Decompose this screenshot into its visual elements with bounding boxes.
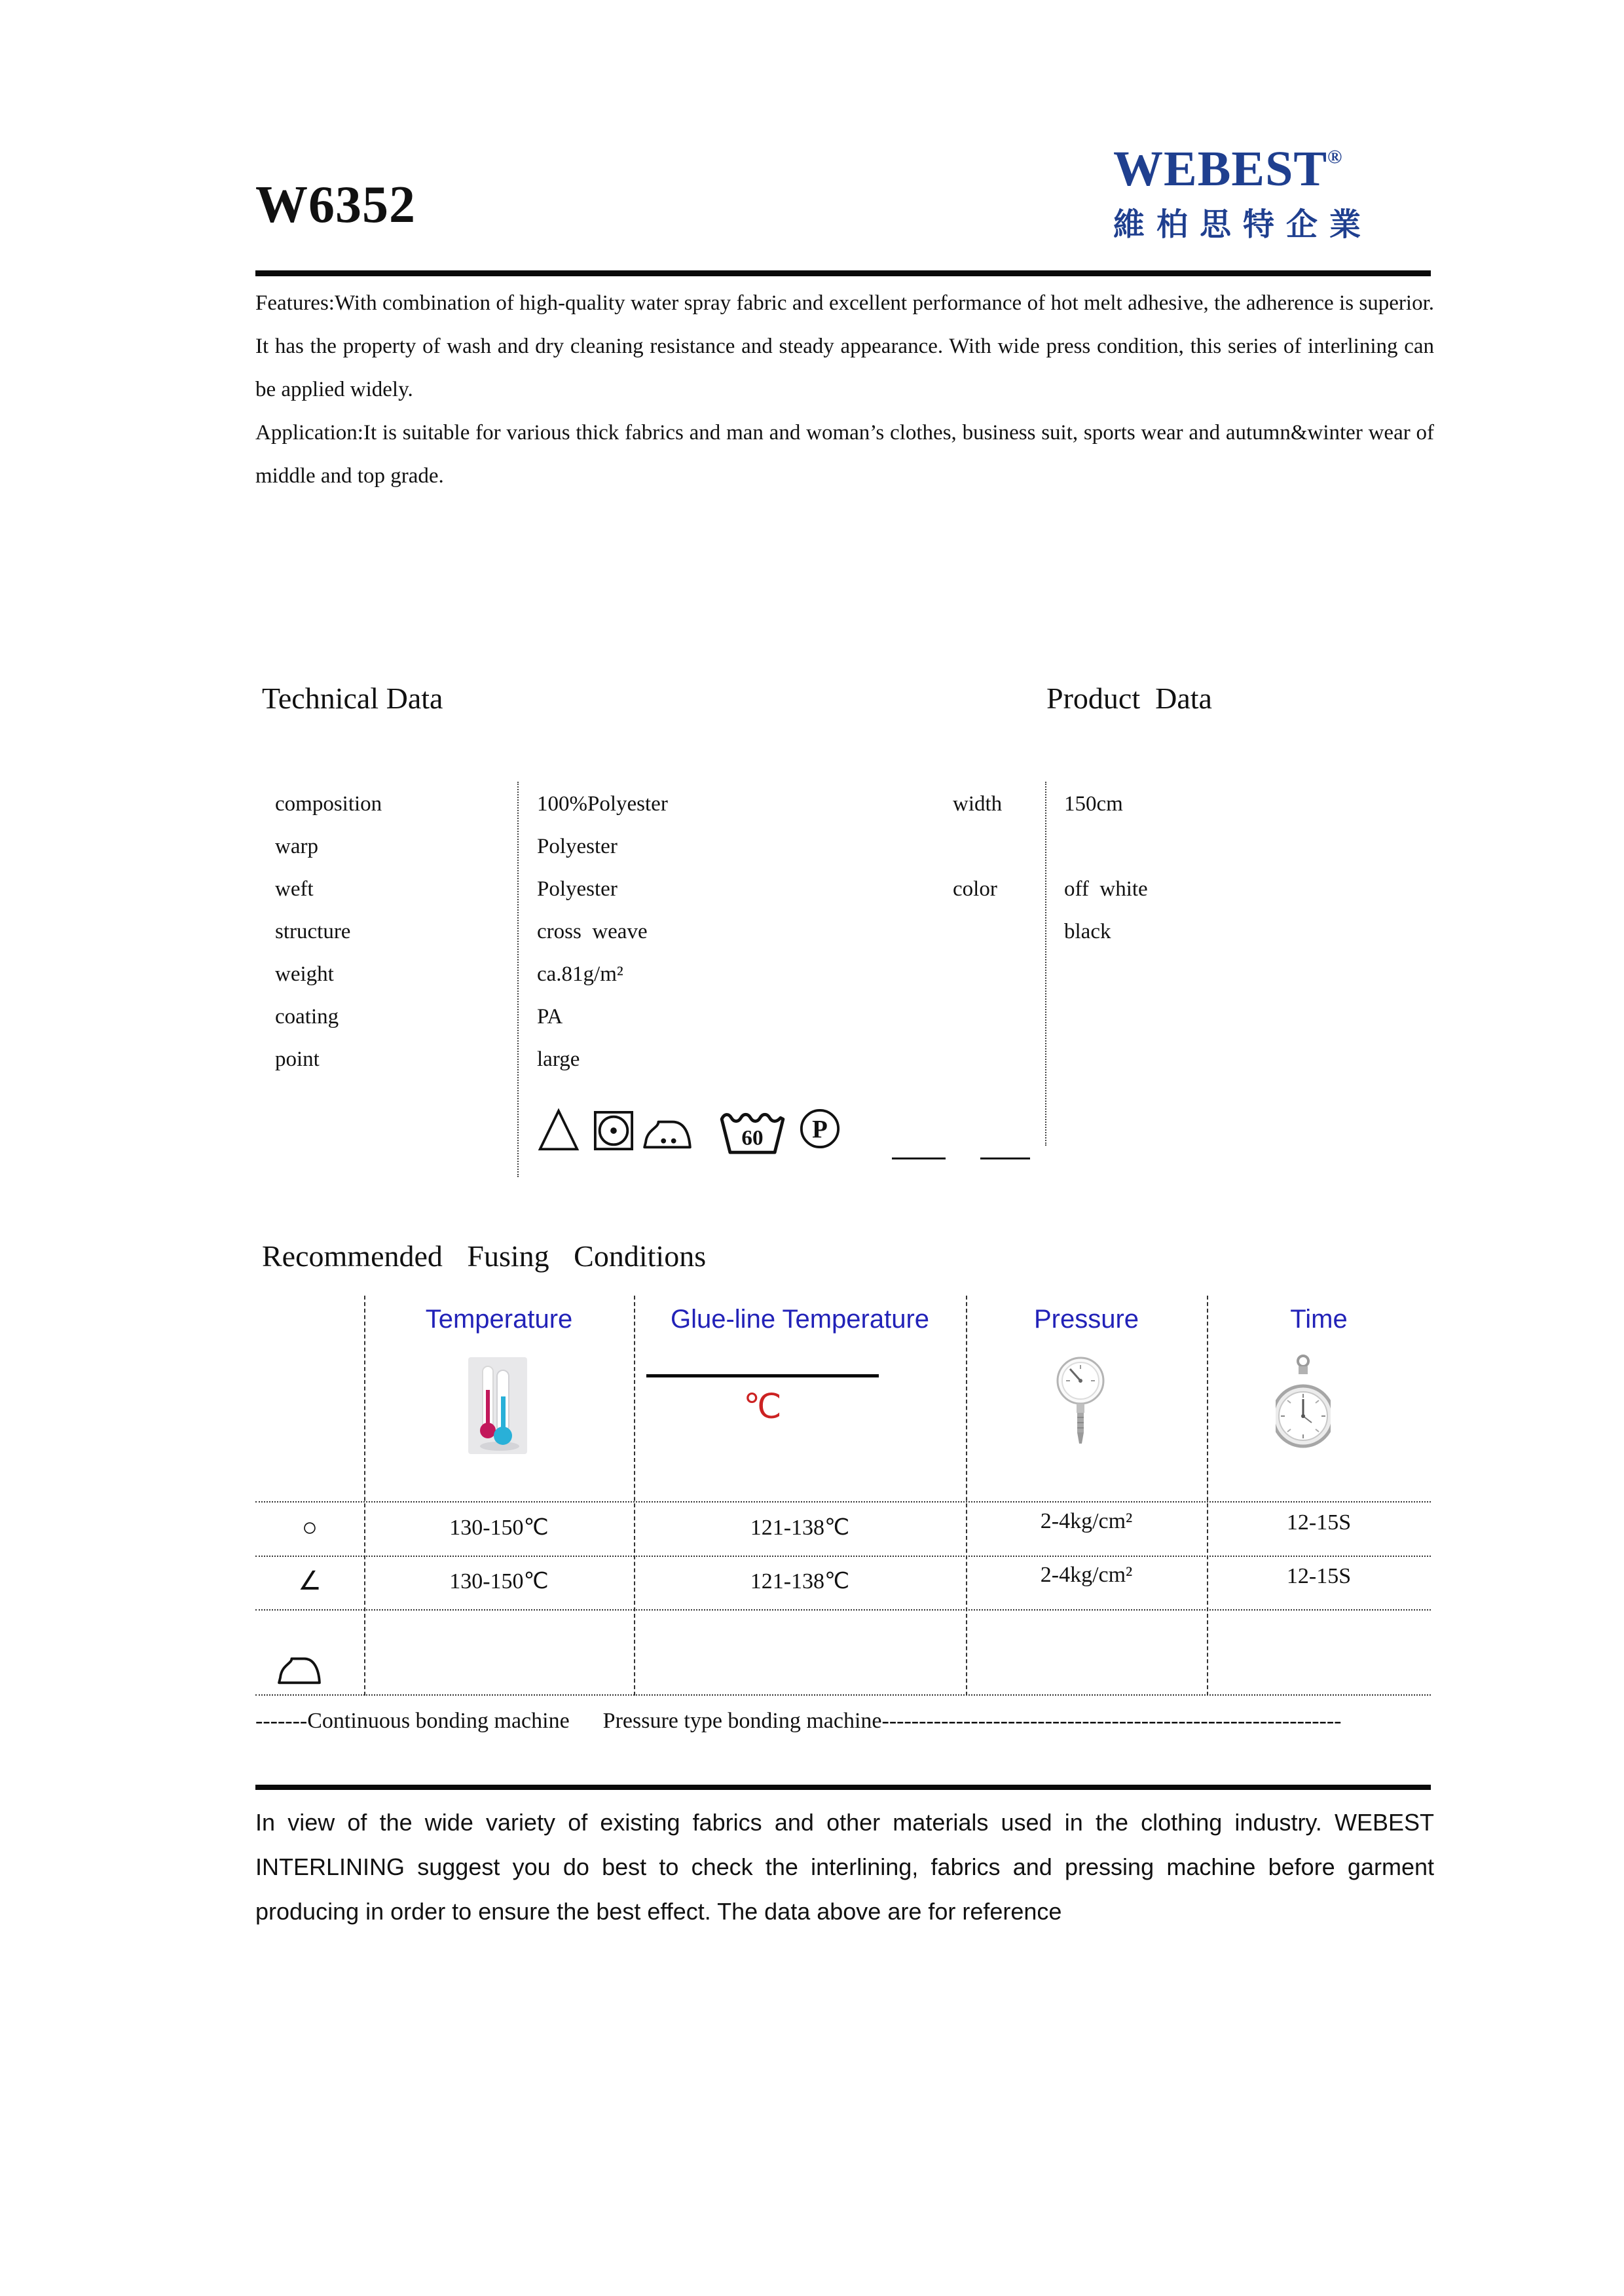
spec-label: structure (275, 920, 351, 943)
fusing-conditions-heading: Recommended Fusing Conditions (262, 1239, 707, 1273)
dry-clean-p-icon (799, 1108, 841, 1153)
brand-chinese-name: 維柏思特企業 (1113, 208, 1373, 242)
technical-data-heading: Technical Data (262, 682, 443, 715)
spec-label: width (953, 792, 1003, 816)
wash-temperature-label: 60 (741, 1125, 764, 1150)
footer-divider (255, 1785, 1431, 1790)
spec-label: weight (275, 962, 334, 986)
table-divider (255, 1556, 1431, 1557)
tumble-dry-icon (593, 1110, 634, 1154)
glue-line-blank-rule (646, 1374, 879, 1377)
column-header-pressure: Pressure (1033, 1305, 1139, 1334)
dry-clean-letter: P (812, 1115, 828, 1144)
spec-label: warp (275, 835, 318, 858)
table-divider (364, 1296, 365, 1696)
iron-machine-icon (275, 1651, 323, 1691)
row-symbol-angle: ∠ (298, 1566, 322, 1595)
application-text: Application:It is suitable for various thick fabrics and man and woman’s clothes, business suit, sports wear and autumn&winter wear of middle and top grade. (255, 421, 1434, 488)
spec-label: point (275, 1048, 320, 1071)
header-divider (255, 270, 1431, 276)
blank-line-icon (892, 1157, 946, 1159)
thermometer-icon (468, 1357, 527, 1457)
spec-label: composition (275, 792, 382, 816)
spec-value: 150cm (1064, 792, 1123, 816)
footer-note: In view of the wide variety of existing fabrics and other materials used in the clothing industry. WEBEST INTERLINING suggest you do best to check the interlining, fabrics and pressing machine before garment producing in order to ensure the best effect. The data above are for reference (255, 1809, 1434, 1925)
spec-value: Polyester (537, 877, 618, 901)
temperature-value: 130-150℃ (449, 1516, 549, 1540)
celsius-symbol: ℃ (743, 1389, 782, 1426)
spec-value: large (537, 1048, 580, 1071)
brand-logo (1113, 143, 1401, 244)
blank-line-icon (980, 1157, 1030, 1159)
bleach-triangle-icon (537, 1106, 580, 1157)
time-value: 12-15S (1286, 1510, 1352, 1535)
pressure-value: 2-4kg/cm² (1040, 1563, 1133, 1587)
spec-value: 100%Polyester (537, 792, 668, 816)
table-divider (1207, 1296, 1208, 1696)
stopwatch-icon (1276, 1353, 1331, 1460)
time-value: 12-15S (1286, 1564, 1352, 1588)
spec-value: ca.81g/m² (537, 962, 623, 986)
spec-value: cross weave (537, 920, 648, 943)
column-header-time: Time (1290, 1305, 1348, 1334)
registered-trademark-icon: ® (1327, 146, 1342, 168)
technical-column-divider (517, 782, 519, 1177)
glue-line-value: 121-138℃ (750, 1569, 850, 1594)
table-divider (255, 1609, 1431, 1611)
spec-label: weft (275, 877, 314, 901)
column-header-glue-line: Glue-line Temperature (670, 1305, 930, 1334)
product-column-divider (1045, 782, 1046, 1146)
spec-label: color (953, 877, 997, 901)
table-divider (966, 1296, 967, 1696)
temperature-value: 130-150℃ (449, 1569, 549, 1594)
spec-value: off white (1064, 877, 1148, 901)
row-symbol-circle: ○ (301, 1512, 318, 1542)
pressure-gauge-icon (1056, 1355, 1105, 1456)
product-data-heading: Product Data (1046, 682, 1212, 715)
pressure-value: 2-4kg/cm² (1040, 1509, 1133, 1533)
brand-wordmark (1113, 143, 1401, 195)
table-divider (255, 1694, 1431, 1696)
features-text: Features:With combination of high-quality water spray fabric and excellent performance of hot melt adhesive, the adherence is superior. It has the property of wash and dry cleaning resistance and steady appearance. With wide press condition, this series of interlining can be applied widely. (255, 291, 1434, 401)
column-header-temperature: Temperature (425, 1305, 573, 1334)
page-title: W6352 (255, 176, 416, 234)
wash-60-icon (719, 1104, 786, 1159)
spec-value: black (1064, 920, 1111, 943)
spec-label: coating (275, 1005, 339, 1029)
fusing-conditions-table (255, 1296, 1431, 1696)
iron-two-dots-icon (640, 1114, 694, 1156)
table-divider (255, 1501, 1431, 1503)
spec-value: PA (537, 1005, 563, 1029)
spec-value: Polyester (537, 835, 618, 858)
brand-name: WEBEST (1113, 141, 1328, 196)
glue-line-value: 121-138℃ (750, 1516, 850, 1540)
bonding-machine-note: -------Continuous bonding machine Pressure type bonding machine-------------------------------------------------------------- (255, 1709, 1342, 1733)
table-divider (634, 1296, 635, 1696)
